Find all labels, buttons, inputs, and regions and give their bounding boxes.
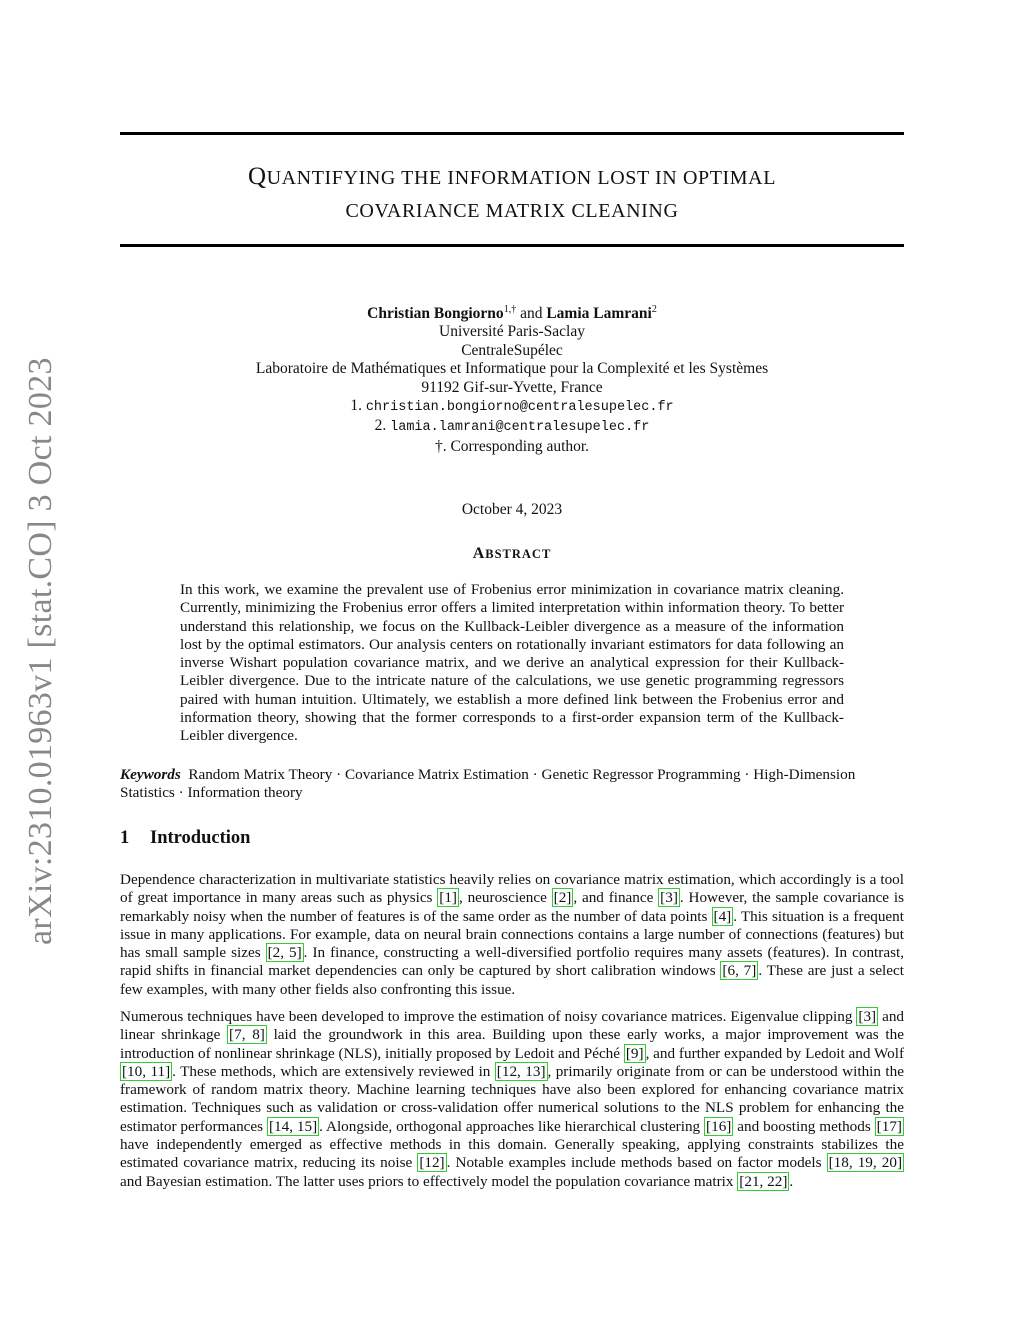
title-line-1-rest: UANTIFYING THE INFORMATION LOST IN OPTIMAL [266,167,777,189]
keywords-text: Random Matrix Theory · Covariance Matrix Estimation · Genetic Regressor Programming · High-Dimension Statistics · Information theory [120,766,856,802]
para-text: . Notable examples include methods based on factor models [446,1154,827,1172]
intro-paragraph-2 [120,1008,904,1191]
title-line-1 [120,160,904,195]
citation-link[interactable]: [10, 11] [122,1062,171,1080]
para-text: . However, the sample covariance is remarkably noisy when the number of features is of the same order as the number of data points [120,889,904,925]
abstract-heading-initial: A [472,545,486,562]
citation-link[interactable]: [21, 22] [739,1172,788,1190]
para-text: . These methods, which are extensively reviewed in [172,1062,495,1080]
para-text: , and further expanded by Ledoit and Wolf [645,1044,904,1062]
email-1[interactable]: christian.bongiorno@centralesupelec.fr [365,400,674,416]
author-and: and [516,305,547,322]
corresponding-note: †. Corresponding author. [434,437,590,455]
email-line-2 [120,417,904,437]
author-1-sup: 1,† [503,303,517,315]
citation-link[interactable]: [18, 19, 20] [828,1154,902,1172]
para-text: , neuroscience [459,889,552,907]
citation-link[interactable]: [4] [713,907,732,925]
author-2: Lamia Lamrani [546,305,652,322]
author-2-sup: 2 [651,303,657,315]
para-text: laid the groundwork in this area. Building upon these early works, a major improvement was the introduction of nonlinear shrinkage (NLS), initially proposed by Ledoit and Péché [120,1026,904,1062]
author-line [120,305,904,323]
citation-link[interactable]: [2] [553,889,572,907]
keywords-block [120,766,904,803]
abstract-text: In this work, we examine the prevalent use of Frobenius error minimization in covariance matrix cleaning. Currently, minimizing the Frobenius error offers a limited interpretation within information theory. To better understand this relationship, we focus on the Kullback-Leibler divergence as a measure of the information lost by the optimal estimators. Our analysis centers on rotationally invariant estimators for data following an inverse Wishart population covariance matrix, and we derive an analytical expression for their Kullback-Leibler divergence. Due to the intricate nature of the calculations, we use genetic programming regressors paired with human intuition. Ultimately, we establish a more defined link between the Frobenius error and information theory, showing that the former corresponds to a first-order expansion term of the Kullback-Leibler divergence. [180,581,844,745]
citation-link[interactable]: [1] [439,889,457,907]
arxiv-stamp: arXiv:2310.01963v1 [stat.CO] 3 Oct 2023 [22,357,59,945]
para-text: , and finance [573,889,659,907]
affiliation-address: 91192 Gif-sur-Yvette, France [421,378,603,396]
affiliation-university: Université Paris-Saclay [439,323,585,341]
citation-link[interactable]: [16] [706,1117,732,1135]
keywords-label: Keywords [120,766,181,783]
para-text: . This situation is a frequent issue in many applications. For example, data on neural brain connections contains a large number of connections (features) but has small sample sizes [120,907,904,962]
section-title: Introduction [150,828,251,848]
affiliation-lab: Laboratoire de Mathématiques et Informatique pour la Complexité et les Systèmes [255,360,769,378]
citation-link[interactable]: [9] [625,1044,644,1062]
para-text: and linear shrinkage [120,1008,905,1044]
citation-link[interactable]: [7, 8] [229,1026,265,1044]
para-text: . [789,1172,794,1190]
citation-link[interactable]: [6, 7] [722,962,757,980]
citation-link[interactable]: [2, 5] [267,944,302,962]
para-text: . Alongside, orthogonal approaches like hierarchical clustering [319,1117,705,1135]
citation-link[interactable]: [3] [660,889,678,907]
paper-date: October 4, 2023 [461,501,563,518]
citation-link[interactable]: [3] [858,1008,877,1025]
abstract-heading-rest: BSTRACT [485,547,552,561]
para-text: , primarily originate from or can be understood within the framework of random matrix theory. Machine learning techniques have also been explored for enhancing covariance matrix estimation. Techniques such as validation or cross-validation offer numerical solutions to the NLS problem for enhancing the estimator performances [120,1062,904,1135]
title-line-2: COVARIANCE MATRIX CLEANING [345,200,679,222]
para-text: and Bayesian estimation. The latter uses priors to effectively model the population covariance matrix [120,1172,738,1190]
citation-link[interactable]: [12] [419,1154,445,1172]
author-1: Christian Bongiorno [367,305,504,322]
section-heading [120,828,250,849]
intro-paragraph-1 [120,871,904,999]
title-initial: Q [247,163,267,190]
citation-link[interactable]: [12, 13] [496,1062,546,1080]
email-2[interactable]: lamia.lamrani@centralesupelec.fr [390,420,650,436]
abstract-heading [120,545,904,563]
para-text: Dependence characterization in multivariate statistics heavily relies on covariance matrix estimation, which accordingly is a tool of great importance in many areas such as physics [120,871,904,907]
title-rule-bottom [120,244,904,247]
para-text: Numerous techniques have been developed to improve the estimation of noisy covariance matrices. Eigenvalue clipping [120,1008,857,1025]
email-1-prefix: 1. [350,397,366,415]
email-line-1 [120,397,904,417]
author-block [120,305,904,456]
email-2-prefix: 2. [374,417,391,435]
section-number: 1 [120,828,130,848]
para-text: . In finance, constructing a well-diversified portfolio requires many assets (features). In contrast, rapid shifts in financial market dependencies can only be captured by short calibration windows [120,944,904,980]
paper-title [120,160,904,228]
citation-link[interactable]: [14, 15] [268,1117,318,1135]
affiliation-school: CentraleSupélec [461,341,563,359]
para-text: and boosting methods [733,1117,875,1135]
para-text: . These are just a select few examples, with many other fields also confronting this issue. [120,962,904,998]
citation-link[interactable]: [17] [876,1117,902,1135]
para-text: have independently emerged as effective methods in this domain. Generally speaking, applying constraints stabilizes the estimated covariance matrix, reducing its noise [120,1136,904,1172]
title-rule-top [120,132,904,135]
